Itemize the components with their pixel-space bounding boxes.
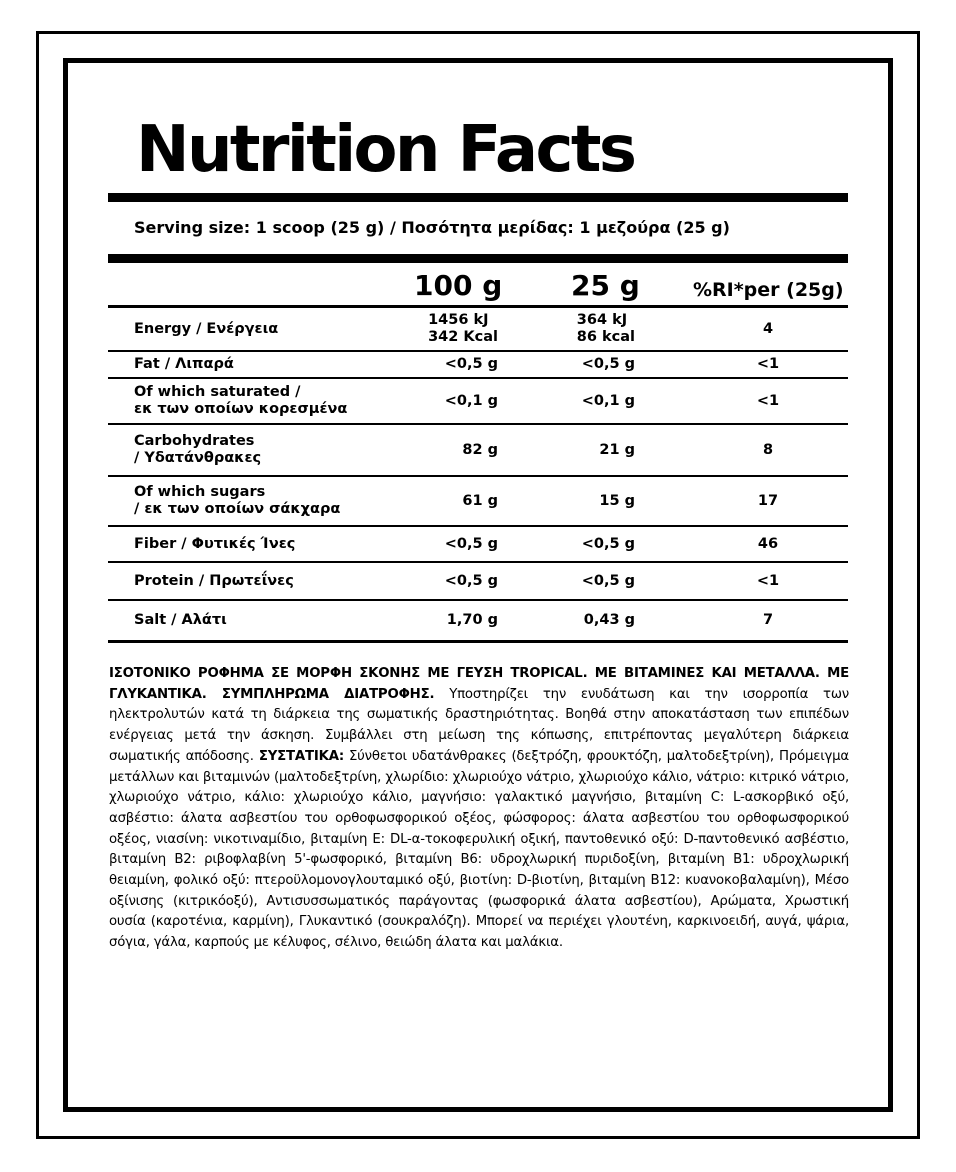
value-25g bbox=[599, 477, 635, 525]
row-label-line: Salt / Αλάτι bbox=[134, 612, 227, 628]
value-25g bbox=[582, 352, 635, 377]
value-100g bbox=[428, 308, 498, 350]
value-25g-line: <0,5 g bbox=[581, 535, 635, 552]
product-intro: Υποστηρίζει την ενυδάτωση και την ισορροπία των ηλεκτρολυτών κατά τη διάρκεια της σωματικής δραστηριότητας. Βοηθά στην αποκατάσταση των επιπέδων ενέργειας μετά την άσκηση. Συμβάλλει στη μείωση της κόπωσης, επιτρέποντας μεγαλύτερη διάρκεια σωματικής απόδοσης. bbox=[109, 686, 849, 764]
label-title: Nutrition Facts bbox=[136, 113, 635, 187]
value-25g bbox=[582, 379, 635, 423]
value-25g-line: 0,43 g bbox=[583, 612, 635, 628]
value-ri: 4 bbox=[762, 320, 774, 337]
product-description bbox=[109, 664, 849, 954]
value-100g-line: 61 g bbox=[462, 492, 498, 509]
row-label-line: Fiber / Φυτικές Ίνες bbox=[134, 535, 296, 552]
value-100g-line: <0,5 g bbox=[444, 356, 498, 372]
row-label-line: Protein / Πρωτεΐνες bbox=[134, 572, 294, 589]
value-100g-line: <0,1 g bbox=[444, 392, 498, 409]
value-100g-line: 1,70 g bbox=[446, 612, 498, 628]
value-100g bbox=[445, 527, 498, 561]
value-25g bbox=[584, 601, 635, 640]
row-label bbox=[134, 477, 340, 525]
value-25g-line: 364 kJ bbox=[576, 312, 628, 328]
table-row bbox=[108, 527, 848, 563]
serving-size: Serving size: 1 scoop (25 g) / Ποσότητα μερίδας: 1 μεζούρα (25 g) bbox=[134, 218, 730, 237]
value-100g-line: 342 Kcal bbox=[428, 329, 498, 345]
row-label-line: Of which saturated / bbox=[134, 384, 301, 400]
table-row bbox=[108, 477, 848, 527]
row-label bbox=[134, 308, 278, 350]
value-25g bbox=[582, 527, 635, 561]
value-100g bbox=[445, 563, 498, 599]
value-100g bbox=[447, 601, 498, 640]
value-25g-line: <0,5 g bbox=[581, 356, 635, 372]
value-25g-line: 21 g bbox=[599, 441, 635, 458]
column-header-ri: %RI*per (25g) bbox=[693, 279, 844, 301]
value-25g-line: <0,1 g bbox=[581, 392, 635, 409]
table-row bbox=[108, 352, 848, 379]
title-rule bbox=[108, 193, 848, 202]
value-25g-line: 15 g bbox=[599, 492, 635, 509]
value-ri: 17 bbox=[757, 492, 779, 509]
row-label bbox=[134, 425, 261, 475]
row-label-line: εκ των οποίων κορεσμένα bbox=[134, 401, 348, 417]
product-heading: ΙΣΟΤΟΝΙΚΟ ΡΟΦΗΜΑ ΣΕ ΜΟΡΦΗ ΣΚΟΝΗΣ ΜΕ ΓΕΥΣΗ TROPICAL. ΜΕ ΒΙΤΑΜΙΝΕΣ ΚΑΙ ΜΕΤΑΛΛΑ. ΜΕ ΓΛΥΚΑΝΤΙΚΑ. ΣΥΜΠΛΗΡΩΜΑ ΔΙΑΤΡΟΦΗΣ. bbox=[109, 666, 849, 702]
row-label bbox=[134, 601, 227, 640]
value-25g bbox=[577, 308, 635, 350]
value-25g bbox=[582, 563, 635, 599]
table-row bbox=[108, 308, 848, 352]
ingredients-text: Σύνθετοι υδατάνθρακες (δεξτρόζη, φρουκτόζη, μαλτοδεξτρίνη), Πρόμειγμα μετάλλων και βιταμινών (μαλτοδεξτρίνη, χλωρίδιο: χλωριούχο νάτριο, χλωριούχο κάλιο, νάτριο: κιτρικό νάτριο, χλωριούχο νάτριο, κάλιο: χλωριούχο κάλιο, μαγνήσιο: γαλακτικό μαγνήσιο, βιταμίνη C: L-ασκορβικό οξύ, ασβέστιο: άλατα ασβεστίου του ορθοφωσφορικού οξέος, φώσφορος: άλατα ασβεστίου του ορθοφωσφορικού οξέος, νιασίνη: νικοτιναμίδιο, βιταμίνη E: DL-α-τοκοφερυλική οξική, παντοθενικό οξύ: D-παντοθενικό ασβέστιο, βιταμίνη B2: ριβοφλαβίνη 5'-φωσφορικό, βιταμίνη B6: υδροχλωρική πυριδοξίνη, βιταμίνη B1: υδροχλωρική θειαμίνη, φολικό οξύ: πτεροϋλομονογλουταμικό οξύ, βιοτίνη: D-βιοτίνη, βιταμίνη B12: κυανοκοβαλαμίνη), Μέσο οξίνισης (κιτρικόοξύ), Αντισυσσωματικός παράγοντας (φωσφορικά άλατα ασβεστίου), Αρώματα, Χρωστική ουσία (καροτένια, καρμίνη), Γλυκαντικό (σουκραλόζη). Μπορεί να περιέχει γλουτένη, καρκινοειδή, αυγά, ψάρια, σόγια, γάλα, καρπούς με κέλυφος, σέλινο, θειώδη άλατα και μαλάκια. bbox=[109, 748, 849, 951]
value-100g-line: 82 g bbox=[462, 441, 498, 458]
row-label-line: / Υδατάνθρακες bbox=[134, 450, 262, 466]
ingredients-label: ΣΥΣΤΑΤΙΚΑ: bbox=[258, 748, 344, 764]
value-100g bbox=[445, 379, 498, 423]
row-label-line: Energy / Ενέργεια bbox=[134, 320, 279, 337]
value-100g bbox=[462, 477, 498, 525]
row-label-line: Carbohydrates bbox=[134, 433, 255, 449]
table-row bbox=[108, 563, 848, 601]
row-label-line: Fat / Λιπαρά bbox=[134, 356, 234, 372]
row-label bbox=[134, 352, 234, 377]
table-row bbox=[108, 601, 848, 643]
column-header-100g: 100 g bbox=[414, 269, 503, 302]
value-100g-line: <0,5 g bbox=[444, 535, 498, 552]
value-100g bbox=[445, 352, 498, 377]
value-25g-line: <0,5 g bbox=[581, 572, 635, 589]
row-label bbox=[134, 527, 295, 561]
table-row bbox=[108, 379, 848, 425]
row-label bbox=[134, 379, 347, 423]
row-label-line: / εκ των οποίων σάκχαρα bbox=[134, 501, 341, 517]
value-ri: 8 bbox=[762, 441, 774, 458]
value-ri: <1 bbox=[756, 356, 780, 372]
column-header-25g: 25 g bbox=[571, 269, 640, 302]
value-ri: 46 bbox=[757, 535, 779, 552]
value-100g-line: <0,5 g bbox=[444, 572, 498, 589]
serving-rule bbox=[108, 254, 848, 263]
value-25g bbox=[599, 425, 635, 475]
value-ri: <1 bbox=[756, 392, 780, 409]
row-label bbox=[134, 563, 294, 599]
row-label-line: Of which sugars bbox=[134, 484, 266, 500]
value-ri: 7 bbox=[762, 612, 774, 628]
value-100g bbox=[462, 425, 498, 475]
table-row bbox=[108, 425, 848, 477]
value-100g-line: 1456 kJ bbox=[428, 312, 489, 328]
value-25g-line: 86 kcal bbox=[576, 329, 635, 345]
value-ri: <1 bbox=[756, 572, 780, 589]
